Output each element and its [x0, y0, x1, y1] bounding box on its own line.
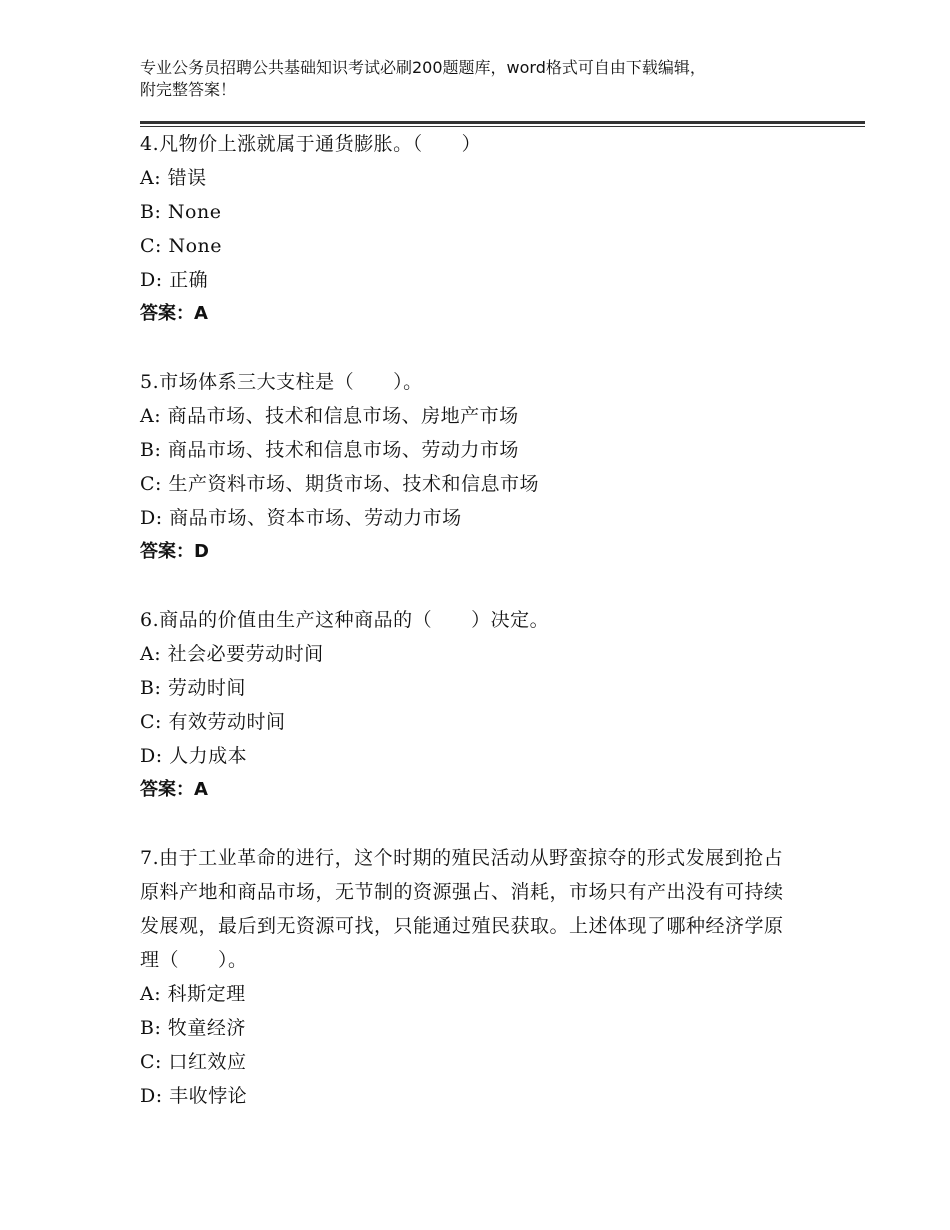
option-b: B: 商品市场、技术和信息市场、劳动力市场 — [140, 439, 519, 461]
question-text: 7.由于工业革命的进行，这个时期的殖民活动从野蛮掠夺的形式发展到抢占原料产地和商品市场，无节制的资源强占、消耗，市场只有产出没有可持续发展观，最后到无资源可找，只能通过殖民获取。上述体现了哪种经济学原理（ ）。 — [140, 847, 784, 971]
option-a: A: 科斯定理 — [140, 983, 246, 1005]
question-text: 6.商品的价值由生产这种商品的（ ）决定。 — [140, 609, 550, 631]
option-c: C: 生产资料市场、期货市场、技术和信息市场 — [140, 473, 539, 495]
option-b: B: None — [140, 201, 222, 223]
option-d: D: 丰收悖论 — [140, 1085, 248, 1107]
question-text: 4.凡物价上涨就属于通货膨胀。（ ） — [140, 133, 482, 155]
question-6 — [140, 603, 800, 807]
option-c: C: 有效劳动时间 — [140, 711, 286, 733]
answer-label: 答案：D — [140, 541, 209, 562]
header-line-1: 专业公务员招聘公共基础知识考试必刷200题题库，word格式可自由下载编辑， — [140, 58, 706, 77]
option-a: A: 错误 — [140, 167, 207, 189]
question-text: 5.市场体系三大支柱是（ ）。 — [140, 371, 423, 393]
question-7 — [140, 841, 800, 1113]
option-b: B: 劳动时间 — [140, 677, 246, 699]
option-d: D: 人力成本 — [140, 745, 248, 767]
document-header — [140, 57, 800, 101]
header-divider-thick — [140, 121, 865, 124]
question-list — [140, 127, 800, 1147]
option-b: B: 牧童经济 — [140, 1017, 246, 1039]
option-a: A: 商品市场、技术和信息市场、房地产市场 — [140, 405, 519, 427]
option-a: A: 社会必要劳动时间 — [140, 643, 324, 665]
header-line-2: 附完整答案！ — [140, 80, 237, 99]
answer-label: 答案：A — [140, 303, 208, 324]
option-d: D: 商品市场、资本市场、劳动力市场 — [140, 507, 462, 529]
option-d: D: 正确 — [140, 269, 209, 291]
option-c: C: 口红效应 — [140, 1051, 247, 1073]
question-5 — [140, 365, 800, 569]
question-4 — [140, 127, 800, 331]
option-c: C: None — [140, 235, 223, 257]
answer-label: 答案：A — [140, 779, 208, 800]
